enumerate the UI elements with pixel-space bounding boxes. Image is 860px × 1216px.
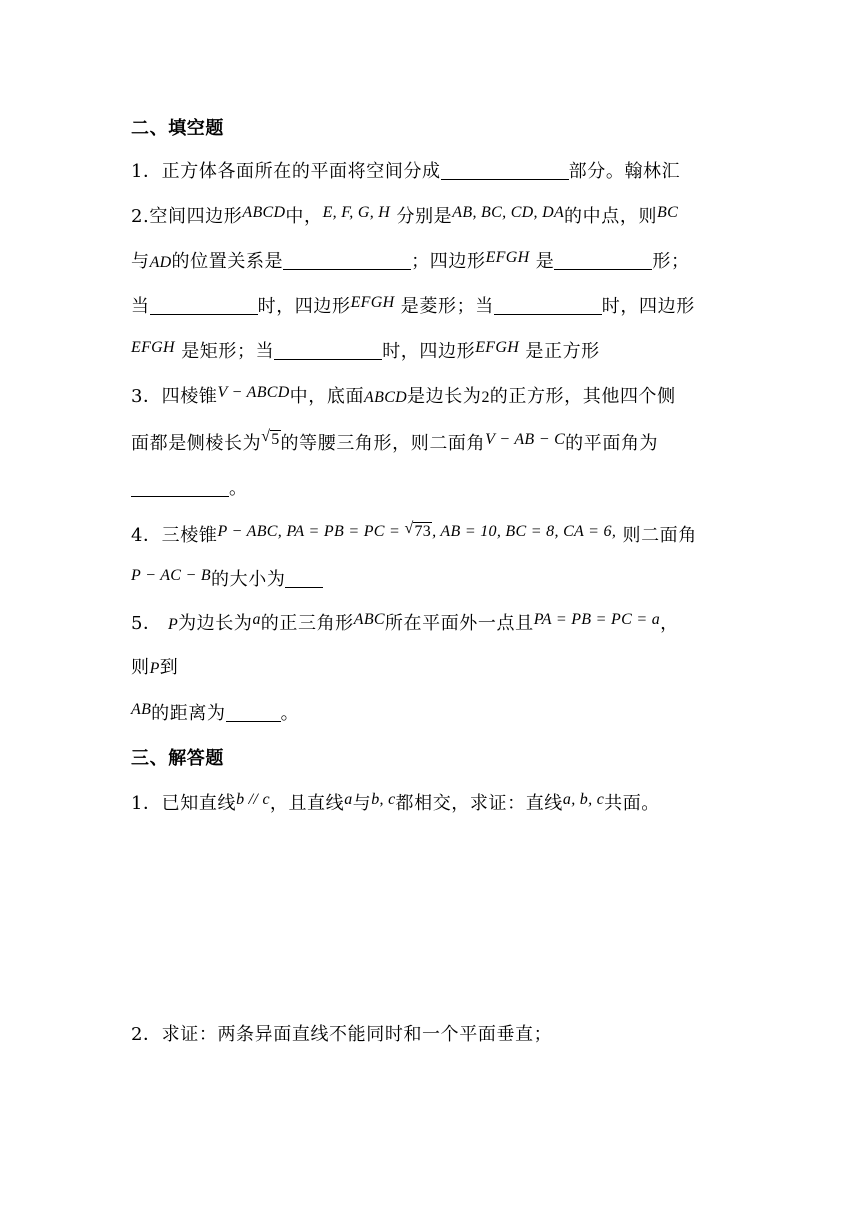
sqrt-value: 73 <box>414 523 432 540</box>
question-number: 2． <box>131 1024 162 1045</box>
question-text: 共面。 <box>604 793 660 814</box>
question-text: 分别是 <box>396 206 453 227</box>
question-text: 与 <box>131 251 150 272</box>
math-expression: ABCD <box>242 204 286 221</box>
question-text: 是菱形；当 <box>400 296 494 317</box>
answer-blank[interactable] <box>274 341 382 360</box>
math-expression: AB <box>131 701 152 718</box>
question-3-line-3 <box>131 477 248 501</box>
math-expression: PA = PB = PC = a <box>533 611 661 628</box>
math-expression: P − AC − B <box>131 567 212 584</box>
question-number: 3． <box>131 386 162 407</box>
math-expression: a, b, c <box>562 791 605 808</box>
math-number: 2 <box>481 389 490 406</box>
question-text: 的大小为 <box>211 569 286 590</box>
question-2-line-2 <box>131 250 690 275</box>
math-expression: EFGH <box>350 294 395 311</box>
question-1 <box>131 160 680 184</box>
question-text: 的中点，则 <box>564 206 658 227</box>
question-2-line-1 <box>131 205 678 230</box>
question-text: 的位置关系是 <box>171 251 284 272</box>
question-4-line-2 <box>131 568 323 593</box>
math-expression: P <box>167 616 179 633</box>
math-expression: BC <box>657 204 679 221</box>
answer-blank[interactable] <box>283 251 411 270</box>
question-text: 是 <box>535 251 555 272</box>
math-expression: ABCD <box>364 389 408 406</box>
answer-blank[interactable] <box>150 296 258 315</box>
question-text: 时，四边形 <box>257 296 351 317</box>
math-expression: V − ABCD <box>217 384 290 401</box>
sqrt-expression: √ 73 <box>404 520 432 540</box>
question-text: ；四边形 <box>411 251 486 272</box>
section-heading-fill-blank: 二、填空题 <box>131 118 224 139</box>
question-number: 2. <box>131 206 150 227</box>
question-text: 的正三角形 <box>260 613 354 634</box>
question-5-line-1 <box>131 612 679 637</box>
answer-question-1 <box>131 792 660 817</box>
question-text: 。 <box>229 478 248 499</box>
question-2-line-3 <box>131 295 695 320</box>
math-expression: , AB = 10, BC = 8, CA = 6, <box>432 523 617 540</box>
question-number: 1． <box>131 161 162 182</box>
question-number: 4． <box>131 525 162 546</box>
question-text: 当 <box>131 296 150 317</box>
sqrt-value: 5 <box>271 431 280 448</box>
answer-blank[interactable] <box>554 251 652 270</box>
question-text: 已知直线 <box>161 793 237 814</box>
question-2-line-4 <box>131 340 600 365</box>
question-text: 面都是侧棱长为 <box>131 433 262 454</box>
question-text: 到 <box>159 657 179 678</box>
question-text: 的等腰三角形，则二面角 <box>280 433 486 454</box>
section-heading-answer: 三、解答题 <box>131 748 224 769</box>
question-text: 时，四边形 <box>382 341 476 362</box>
math-expression: V − AB − C <box>485 431 566 448</box>
question-text: 求证：两条异面直线不能同时和一个平面垂直； <box>161 1024 553 1045</box>
math-expression: P − ABC, PA = PB = PC = <box>217 523 405 540</box>
answer-blank[interactable] <box>441 161 569 180</box>
math-expression: EFGH <box>131 339 175 356</box>
question-number: 1． <box>131 793 162 814</box>
question-3-line-1 <box>131 385 676 410</box>
question-text: 则二面角 <box>622 525 697 546</box>
question-text: 形； <box>652 251 690 272</box>
question-text: 时，四边形 <box>601 296 695 317</box>
question-text: 中，底面 <box>289 386 365 407</box>
question-text: 的距离为 <box>151 703 226 724</box>
question-text: 三棱锥 <box>161 525 218 546</box>
answer-blank[interactable] <box>494 296 602 315</box>
question-text: 正方体各面所在的平面将空间分成 <box>161 161 441 182</box>
math-expression: a <box>252 611 261 628</box>
math-expression: EFGH <box>485 249 530 266</box>
math-expression: b, c <box>371 791 396 808</box>
question-text: 空间四边形 <box>149 206 243 227</box>
question-5-line-3 <box>131 702 299 727</box>
question-text: 的正方形，其他四个侧 <box>489 386 676 407</box>
question-text: 是正方形 <box>525 341 600 362</box>
answer-blank[interactable] <box>285 569 323 588</box>
math-expression: a <box>344 791 353 808</box>
question-text: 与 <box>352 793 372 814</box>
math-expression: ABC <box>353 611 385 628</box>
math-expression: EFGH <box>475 339 520 356</box>
question-text: 所在平面外一点且 <box>384 613 534 634</box>
question-4-line-1 <box>131 520 697 549</box>
question-text: 的平面角为 <box>565 433 659 454</box>
question-3-line-2 <box>131 428 659 457</box>
math-expression: b // c <box>236 791 270 808</box>
question-text: 中， <box>285 206 323 227</box>
question-number: 5． <box>131 613 162 634</box>
question-text: 。 <box>280 703 300 724</box>
question-text: 四棱锥 <box>161 386 218 407</box>
question-text: ，且直线 <box>269 793 345 814</box>
question-text: 则 <box>131 657 150 678</box>
answer-question-2 <box>131 1023 552 1047</box>
answer-blank[interactable] <box>131 478 229 497</box>
question-text: 都相交，求证：直线 <box>395 793 563 814</box>
question-5-line-2 <box>131 656 178 681</box>
math-expression: P <box>149 660 160 677</box>
question-text: 为边长为 <box>178 613 253 634</box>
question-text: ， <box>660 613 679 634</box>
math-expression: AD <box>149 254 172 271</box>
math-expression: AB, BC, CD, DA <box>452 204 565 221</box>
question-text: 部分。翰林汇 <box>568 161 681 182</box>
sqrt-expression: √ 5 <box>261 428 280 448</box>
question-text: 是边长为 <box>407 386 482 407</box>
answer-blank[interactable] <box>226 703 281 722</box>
question-text: 是矩形；当 <box>181 341 275 362</box>
math-expression: E, F, G, H <box>322 204 391 221</box>
